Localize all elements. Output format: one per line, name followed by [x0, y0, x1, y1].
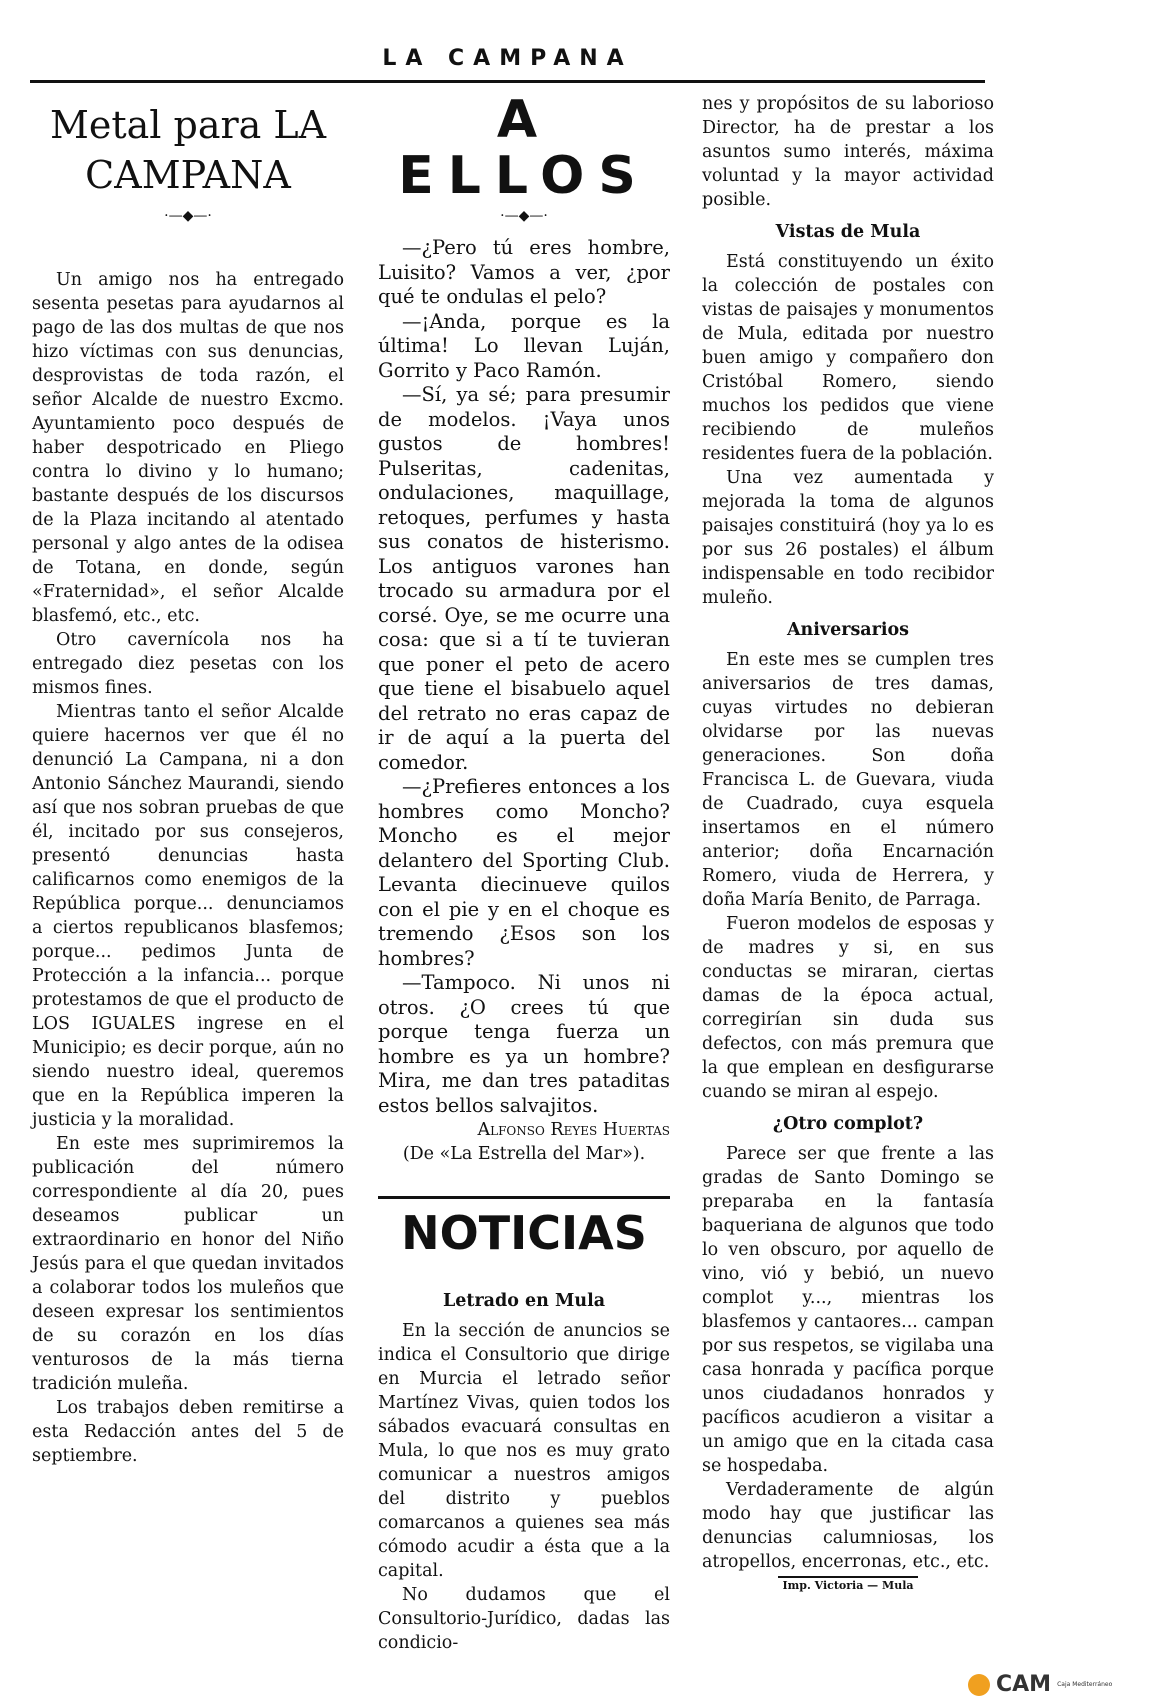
author-signature: Alfonso Reyes Huertas: [477, 1120, 670, 1140]
imprint: Imp. Victoria — Mula: [778, 1576, 918, 1594]
paragraph: nes y propósitos de su laborioso Director, ha de prestar a los asuntos sumo interés, máxima voluntad y la mayor actividad posible.: [702, 94, 994, 210]
subheading: Aniversarios: [786, 620, 910, 640]
masthead: LA CAMPANA: [382, 46, 633, 71]
ornament: ·—◆—·: [500, 208, 548, 224]
masthead-rule: [30, 80, 985, 83]
cam-logo: [968, 1672, 1112, 1697]
paragraph: No dudamos que el Consultorio-Jurídico, dadas las condicio-: [378, 1585, 670, 1653]
paragraph: Fueron modelos de esposas y de madres y si, en sus conductas se miraran, ciertas damas de la época actual, corregirían sin duda sus defectos, con más premura que la que emplean en desfigurarse cuando se miran al espejo.: [702, 914, 994, 1102]
section-rule: [378, 1196, 670, 1199]
subheading: Vistas de Mula: [775, 222, 921, 242]
paragraph: —¡Anda, porque es la última! Lo llevan Luján, Gorrito y Paco Ramón.: [378, 309, 670, 382]
paragraph: Otro cavernícola nos ha entregado diez pesetas con los mismos fines.: [32, 630, 344, 698]
column-noticias-cont: [702, 92, 994, 1594]
subheading: ¿Otro complot?: [772, 1114, 924, 1134]
paragraph: Verdaderamente de algún modo hay que justificar las denuncias calumniosas, los atropellos, encerronas, etc., etc.: [702, 1480, 994, 1572]
subheading: Letrado en Mula: [442, 1291, 606, 1311]
paragraph: Los trabajos deben remitirse a esta Redacción antes del 5 de septiembre.: [32, 1398, 344, 1466]
paragraph: Mientras tanto el señor Alcalde quiere hacernos ver que él no denunció La Campana, ni a don Antonio Sánchez Maurandi, siendo así que nos sobran pruebas de que él, incitado por sus consejeros, presentó denuncias hasta calificarnos como enemigos de la República porque... denunciamos a ciertos republicanos blasfemos; porque... pedimos Junta de Protección a la infancia... porque protestamos de que el producto de LOS IGUALES ingrese en el Municipio; es decir porque, aún no siendo nuestro ideal, queremos que en la República imperen la justicia y la moralidad.: [32, 702, 344, 1130]
logo-subtitle: Caja Mediterráneo: [1057, 1681, 1113, 1688]
paragraph: Está constituyendo un éxito la colección de postales con vistas de paisajes y monumentos de Mula, editada por nuestro buen amigo y compañero don Cristóbal Romero, siendo muchos los pedidos que viene recibiendo de muleños residentes fuera de la población.: [702, 252, 994, 464]
column-metal: [32, 100, 344, 1468]
paragraph: —Tampoco. Ni unos ni otros. ¿O crees tú que porque tenga fuerza un hombre es ya un hombre? Mira, me dan tres pataditas estos bellos salvajitos.: [378, 971, 670, 1117]
ornament: ·—◆—·: [164, 208, 212, 224]
article-title: A ELLOS: [398, 90, 650, 206]
paragraph: En este mes se cumplen tres aniversarios de tres damas, cuyas virtudes no debieran olvidarse por las nuevas generaciones. Son doña Francisca L. de Guevara, viuda de Cuadrado, cuya esquela insertamos en el número anterior; doña Encarnación Romero, viuda de Herrera, y doña María Benito, de Parraga.: [702, 650, 994, 910]
paragraph: Parece ser que frente a las gradas de Santo Domingo se preparaba en la fantasía baqueriana de algunos que todo lo ven obscuro, por aquello de vino, vió y bebió, un nuevo complot y..., mientras los blasfemos y cantaores... campan por sus respetos, se vigilaba una casa honrada y pacífica porque unos ciudadanos honrados y pacíficos acudieron a visitar a un amigo que en la citada casa se hospedaba.: [702, 1144, 994, 1476]
section-title: NOTICIAS: [401, 1206, 647, 1260]
paragraph: —¿Prefieres entonces a los hombres como Moncho? Moncho es el mejor delantero del Sporting Club. Levanta diecinueve quilos con el pie y en el choque es tremendo ¿Esos son los hombres?: [378, 775, 670, 970]
logo-circle-icon: [968, 1674, 990, 1696]
paragraph: Una vez aumentada y mejorada la toma de algunos paisajes constituirá (hoy ya lo es por sus 26 postales) el álbum indispensable en todo recibidor muleño.: [702, 468, 994, 608]
article-title: Metal para LA CAMPANA: [49, 103, 327, 197]
paragraph: En este mes suprimiremos la publicación del número correspondiente al día 20, pues deseamos publicar un extraordinario en honor del Niño Jesús para el que quedan invitados a colaborar todos los muleños que deseen expresar los sentimientos de su corazón en los días venturosos de la más tierna tradición muleña.: [32, 1134, 344, 1394]
logo-text: CAM: [996, 1672, 1052, 1697]
paragraph: En la sección de anuncios se indica el Consultorio que dirige en Murcia el letrado señor Martínez Vivas, quien todos los sábados evacuará consultas en Mula, lo que nos es muy grato comunicar a nuestros amigos del distrito y pueblos comarcanos a quienes sea más cómodo acudir a ésta que a la capital.: [378, 1321, 670, 1581]
paragraph: —Sí, ya sé; para presumir de modelos. ¡Vaya unos gustos de hombres! Pulseritas, cadenitas, ondulaciones, maquillage, retoques, perfumes y hasta sus conatos de histerismo. Los antiguos varones han trocado su armadura por el corsé. Oye, se me ocurre una cosa: que si a tí te tuvieran que poner el peto de acero que tiene el bisabuelo aquel del retrato no eras capaz de ir de aquí a la puerta del comedor.: [378, 383, 670, 774]
column-a-ellos: [378, 92, 670, 1655]
paragraph: Un amigo nos ha entregado sesenta pesetas para ayudarnos al pago de las dos multas de que nos hizo víctimas con sus denuncias, desprovistas de toda razón, el señor Alcalde de nuestro Excmo. Ayuntamiento poco después de haber despotricado en Pliego contra lo divino y lo humano; bastante después de los discursos de la Plaza incitando al atentado personal y algo antes de la odisea de Totana, en donde, según «Fraternidad», el señor Alcalde blasfemó, etc., etc.: [32, 270, 344, 626]
source-note: (De «La Estrella del Mar»).: [402, 1144, 646, 1164]
paragraph: —¿Pero tú eres hombre, Luisito? Vamos a ver, ¿por qué te ondulas el pelo?: [378, 236, 670, 308]
